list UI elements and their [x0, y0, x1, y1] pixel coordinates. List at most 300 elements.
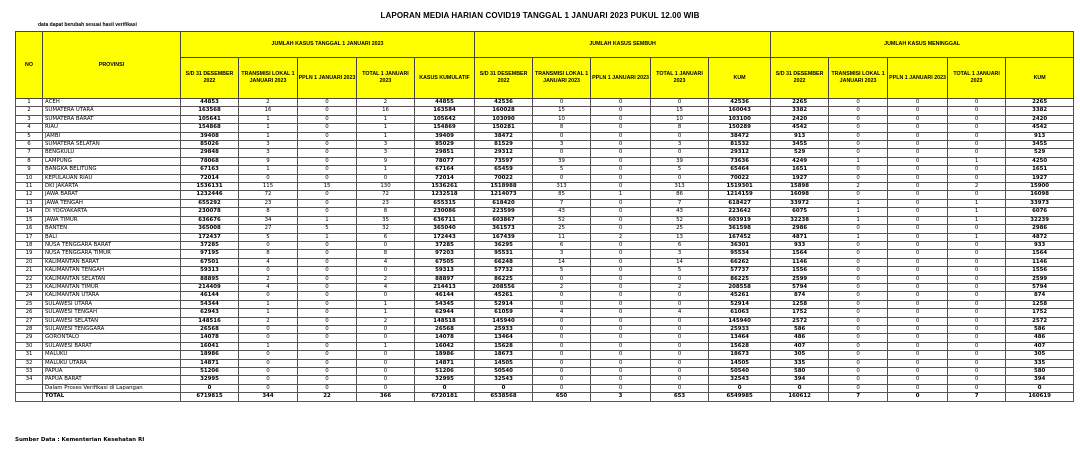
cell-sembuh-total: 0 [651, 376, 709, 384]
table-row [16, 132, 1074, 140]
cell-kasus-ppln: 0 [298, 317, 357, 325]
cell-meninggal-total: 0 [948, 351, 1006, 359]
cell-kasus-sd31: 14871 [181, 359, 239, 367]
cell-sembuh-kum: 70022 [709, 174, 771, 182]
cell-meninggal-ppln: 0 [888, 191, 948, 199]
cell-kasus-transmisi: 115 [239, 183, 298, 191]
cell-sembuh-transmisi: 85 [533, 191, 591, 199]
cell-sembuh-transmisi: 5 [533, 267, 591, 275]
cell-meninggal-total: 1 [948, 208, 1006, 216]
cell-sembuh-ppln: 0 [591, 149, 651, 157]
cell-meninggal-ppln: 0 [888, 124, 948, 132]
cell-meninggal-sd31: 486 [771, 334, 829, 342]
cell-sembuh-kum: 81532 [709, 141, 771, 149]
cell-kasus-sd31: 44853 [181, 99, 239, 107]
cell-kasus-transmisi: 8 [239, 208, 298, 216]
cell-meninggal-kum: 586 [1006, 325, 1074, 333]
cell-meninggal-transmisi: 0 [829, 149, 888, 157]
cell-provinsi: SULAWESI SELATAN [43, 317, 181, 325]
cell-kasus-kumulatif: 154869 [415, 124, 475, 132]
cell-kasus-ppln: 0 [298, 300, 357, 308]
cell-meninggal-sd31: 2572 [771, 317, 829, 325]
cell-meninggal-ppln: 0 [888, 174, 948, 182]
cell-meninggal-ppln: 0 [888, 309, 948, 317]
cell-kasus-transmisi: 344 [239, 393, 298, 401]
cell-kasus-total: 130 [357, 183, 415, 191]
cell-kasus-transmisi: 0 [239, 241, 298, 249]
cell-meninggal-transmisi: 0 [829, 99, 888, 107]
cell-kasus-ppln: 0 [298, 241, 357, 249]
cell-sembuh-transmisi: 0 [533, 292, 591, 300]
cell-sembuh-ppln: 0 [591, 174, 651, 182]
cell-sembuh-sd31: 13464 [475, 334, 533, 342]
cell-sembuh-total: 14 [651, 258, 709, 266]
cell-kasus-transmisi: 3 [239, 141, 298, 149]
cell-kasus-sd31: 29848 [181, 149, 239, 157]
cell-sembuh-kum: 6549985 [709, 393, 771, 401]
cell-kasus-kumulatif: 29851 [415, 149, 475, 157]
cell-no: 17 [16, 233, 43, 241]
table-row [16, 359, 1074, 367]
cell-meninggal-transmisi: 0 [829, 317, 888, 325]
cell-sembuh-kum: 15628 [709, 342, 771, 350]
cell-sembuh-total: 8 [651, 124, 709, 132]
cell-sembuh-sd31: 42536 [475, 99, 533, 107]
cell-meninggal-total: 0 [948, 292, 1006, 300]
cell-kasus-sd31: 163568 [181, 107, 239, 115]
header-group-kasus: JUMLAH KASUS TANGGAL 1 JANUARI 2023 [181, 32, 475, 58]
header-sembuh-col-1: TRANSMISI LOKAL 1 JANUARI 2023 [533, 58, 591, 99]
cell-sembuh-ppln: 0 [591, 325, 651, 333]
cell-sembuh-kum: 61063 [709, 309, 771, 317]
cell-sembuh-kum: 86225 [709, 275, 771, 283]
table-row [16, 149, 1074, 157]
cell-sembuh-ppln: 0 [591, 368, 651, 376]
cell-sembuh-total: 0 [651, 275, 709, 283]
cell-meninggal-transmisi: 1 [829, 216, 888, 224]
report-title: LAPORAN MEDIA HARIAN COVID19 TANGGAL 1 JANUARI 2023 PUKUL 12.00 WIB [380, 11, 700, 20]
cell-sembuh-kum: 66262 [709, 258, 771, 266]
cell-no: 33 [16, 368, 43, 376]
cell-meninggal-ppln: 0 [888, 334, 948, 342]
cell-sembuh-ppln: 0 [591, 241, 651, 249]
cell-meninggal-total: 0 [948, 376, 1006, 384]
cell-sembuh-transmisi: 39 [533, 157, 591, 165]
cell-kasus-kumulatif: 78077 [415, 157, 475, 165]
cell-provinsi: MALUKU [43, 351, 181, 359]
cell-kasus-sd31: 97195 [181, 250, 239, 258]
cell-sembuh-transmisi: 3 [533, 250, 591, 258]
cell-no: 20 [16, 258, 43, 266]
cell-meninggal-kum: 4872 [1006, 233, 1074, 241]
cell-meninggal-kum: 2599 [1006, 275, 1074, 283]
cell-meninggal-total: 0 [948, 342, 1006, 350]
cell-kasus-ppln: 0 [298, 325, 357, 333]
cell-meninggal-sd31: 1556 [771, 267, 829, 275]
cell-kasus-total: 1 [357, 300, 415, 308]
cell-meninggal-sd31: 4249 [771, 157, 829, 165]
cell-kasus-kumulatif: 1536261 [415, 183, 475, 191]
cell-kasus-ppln: 0 [298, 258, 357, 266]
cell-no: 2 [16, 107, 43, 115]
cell-kasus-total: 366 [357, 393, 415, 401]
cell-sembuh-kum: 1214159 [709, 191, 771, 199]
cell-kasus-kumulatif: 365040 [415, 225, 475, 233]
cell-meninggal-total: 0 [948, 174, 1006, 182]
cell-sembuh-kum: 103100 [709, 115, 771, 123]
cell-no: 18 [16, 241, 43, 249]
cell-meninggal-kum: 1564 [1006, 250, 1074, 258]
cell-sembuh-sd31: 61059 [475, 309, 533, 317]
header-kasus-col-2: PPLN 1 JANUARI 2023 [298, 58, 357, 99]
table-row [16, 199, 1074, 207]
cell-sembuh-transmisi: 0 [533, 368, 591, 376]
cell-no: 23 [16, 283, 43, 291]
cell-kasus-total: 0 [357, 292, 415, 300]
header-sembuh-col-2: PPLN 1 JANUARI 2023 [591, 58, 651, 99]
cell-meninggal-total: 0 [948, 225, 1006, 233]
header-no: NO [16, 32, 43, 99]
cell-sembuh-sd31: 1518988 [475, 183, 533, 191]
cell-meninggal-ppln: 0 [888, 225, 948, 233]
cell-kasus-total: 1 [357, 309, 415, 317]
cell-kasus-kumulatif: 26568 [415, 325, 475, 333]
cell-sembuh-kum: 603919 [709, 216, 771, 224]
cell-meninggal-total: 0 [948, 267, 1006, 275]
cell-provinsi: KALIMANTAN TENGAH [43, 267, 181, 275]
cell-sembuh-total: 4 [651, 309, 709, 317]
cell-provinsi: GORONTALO [43, 334, 181, 342]
cell-sembuh-sd31: 52914 [475, 300, 533, 308]
cell-sembuh-transmisi: 0 [533, 351, 591, 359]
cell-kasus-kumulatif: 54345 [415, 300, 475, 308]
table-row [16, 384, 1074, 392]
cell-sembuh-total: 0 [651, 359, 709, 367]
cell-meninggal-transmisi: 0 [829, 258, 888, 266]
cell-provinsi: KALIMANTAN SELATAN [43, 275, 181, 283]
cell-no: 32 [16, 359, 43, 367]
cell-no: 5 [16, 132, 43, 140]
cell-kasus-ppln: 0 [298, 376, 357, 384]
cell-sembuh-total: 0 [651, 342, 709, 350]
cell-meninggal-kum: 933 [1006, 241, 1074, 249]
cell-kasus-ppln: 0 [298, 124, 357, 132]
cell-kasus-kumulatif: 59313 [415, 267, 475, 275]
cell-meninggal-transmisi: 0 [829, 107, 888, 115]
cell-kasus-total: 1 [357, 342, 415, 350]
cell-kasus-total: 6 [357, 233, 415, 241]
cell-sembuh-total: 7 [651, 199, 709, 207]
cell-no: 11 [16, 183, 43, 191]
cell-sembuh-kum: 38472 [709, 132, 771, 140]
cell-sembuh-transmisi: 0 [533, 275, 591, 283]
cell-meninggal-kum: 32239 [1006, 216, 1074, 224]
cell-meninggal-kum: 1556 [1006, 267, 1074, 275]
cell-meninggal-total: 0 [948, 166, 1006, 174]
table-row [16, 99, 1074, 107]
table-row [16, 351, 1074, 359]
cell-kasus-total: 0 [357, 241, 415, 249]
cell-meninggal-ppln: 0 [888, 368, 948, 376]
cell-meninggal-transmisi: 0 [829, 124, 888, 132]
cell-sembuh-ppln: 0 [591, 317, 651, 325]
cell-meninggal-total: 1 [948, 157, 1006, 165]
cell-meninggal-sd31: 1146 [771, 258, 829, 266]
cell-sembuh-total: 0 [651, 334, 709, 342]
cell-meninggal-kum: 486 [1006, 334, 1074, 342]
cell-meninggal-total: 1 [948, 216, 1006, 224]
cell-provinsi: BANTEN [43, 225, 181, 233]
cell-meninggal-transmisi: 1 [829, 208, 888, 216]
cell-kasus-sd31: 37285 [181, 241, 239, 249]
cell-sembuh-ppln: 0 [591, 216, 651, 224]
cell-meninggal-sd31: 580 [771, 368, 829, 376]
cell-kasus-ppln: 0 [298, 191, 357, 199]
cell-meninggal-sd31: 586 [771, 325, 829, 333]
cell-meninggal-transmisi: 1 [829, 199, 888, 207]
cell-sembuh-total: 15 [651, 107, 709, 115]
cell-meninggal-sd31: 407 [771, 342, 829, 350]
cell-kasus-transmisi: 1 [239, 300, 298, 308]
cell-kasus-transmisi: 0 [239, 351, 298, 359]
cell-meninggal-kum: 1752 [1006, 309, 1074, 317]
table-row [16, 275, 1074, 283]
cell-sembuh-ppln: 0 [591, 250, 651, 258]
cell-meninggal-transmisi: 0 [829, 334, 888, 342]
cell-kasus-total: 0 [357, 325, 415, 333]
cell-meninggal-sd31: 2420 [771, 115, 829, 123]
cell-kasus-kumulatif: 51206 [415, 368, 475, 376]
cell-kasus-kumulatif: 163584 [415, 107, 475, 115]
cell-kasus-sd31: 214409 [181, 283, 239, 291]
cell-kasus-total: 4 [357, 283, 415, 291]
header-group-meninggal: JUMLAH KASUS MENINGGAL [771, 32, 1074, 58]
cell-kasus-sd31: 148516 [181, 317, 239, 325]
table-row [16, 250, 1074, 258]
cell-meninggal-kum: 407 [1006, 342, 1074, 350]
cell-meninggal-transmisi: 0 [829, 250, 888, 258]
cell-kasus-total: 3 [357, 141, 415, 149]
cell-meninggal-sd31: 2599 [771, 275, 829, 283]
cell-no: 26 [16, 309, 43, 317]
cell-meninggal-total: 0 [948, 191, 1006, 199]
cell-provinsi: SUMATERA UTARA [43, 107, 181, 115]
cell-meninggal-sd31: 529 [771, 149, 829, 157]
table-row [16, 283, 1074, 291]
cell-kasus-sd31: 78068 [181, 157, 239, 165]
table-row [16, 233, 1074, 241]
cell-sembuh-sd31: 57732 [475, 267, 533, 275]
cell-kasus-transmisi: 4 [239, 283, 298, 291]
header-meninggal-col-2: PPLN 1 JANUARI 2023 [888, 58, 948, 99]
cell-sembuh-ppln: 0 [591, 258, 651, 266]
cell-kasus-transmisi: 34 [239, 216, 298, 224]
cell-kasus-total: 0 [357, 376, 415, 384]
cell-kasus-sd31: 59313 [181, 267, 239, 275]
cell-meninggal-transmisi: 0 [829, 300, 888, 308]
cell-sembuh-ppln: 3 [591, 393, 651, 401]
cell-kasus-ppln: 0 [298, 368, 357, 376]
cell-kasus-total: 32 [357, 225, 415, 233]
cell-sembuh-kum: 1519301 [709, 183, 771, 191]
cell-kasus-kumulatif: 0 [415, 384, 475, 392]
cell-kasus-total: 8 [357, 208, 415, 216]
cell-meninggal-ppln: 0 [888, 292, 948, 300]
cell-kasus-kumulatif: 88897 [415, 275, 475, 283]
cell-meninggal-ppln: 0 [888, 351, 948, 359]
cell-provinsi: ACEH [43, 99, 181, 107]
header-kasus-col-0: S/D 31 DESEMBER 2022 [181, 58, 239, 99]
cell-meninggal-kum: 15900 [1006, 183, 1074, 191]
cell-sembuh-total: 0 [651, 300, 709, 308]
cell-sembuh-ppln: 0 [591, 292, 651, 300]
cell-meninggal-transmisi: 1 [829, 233, 888, 241]
table-row [16, 216, 1074, 224]
cell-sembuh-kum: 14505 [709, 359, 771, 367]
cell-sembuh-kum: 361598 [709, 225, 771, 233]
cell-meninggal-kum: 3455 [1006, 141, 1074, 149]
cell-sembuh-kum: 223642 [709, 208, 771, 216]
cell-no: 4 [16, 124, 43, 132]
cell-sembuh-sd31: 150281 [475, 124, 533, 132]
cell-kasus-sd31: 105641 [181, 115, 239, 123]
cell-meninggal-transmisi: 0 [829, 132, 888, 140]
table-row [16, 368, 1074, 376]
cell-sembuh-transmisi: 0 [533, 342, 591, 350]
cell-meninggal-sd31: 2986 [771, 225, 829, 233]
cell-meninggal-total: 7 [948, 393, 1006, 401]
table-row [16, 317, 1074, 325]
cell-no: 15 [16, 216, 43, 224]
cell-meninggal-total: 0 [948, 368, 1006, 376]
cell-sembuh-kum: 208558 [709, 283, 771, 291]
cell-sembuh-ppln: 0 [591, 342, 651, 350]
cell-meninggal-total: 0 [948, 384, 1006, 392]
cell-sembuh-total: 0 [651, 368, 709, 376]
cell-meninggal-transmisi: 2 [829, 183, 888, 191]
cell-sembuh-sd31: 618420 [475, 199, 533, 207]
cell-kasus-kumulatif: 62944 [415, 309, 475, 317]
cell-sembuh-sd31: 167439 [475, 233, 533, 241]
cell-meninggal-sd31: 4542 [771, 124, 829, 132]
cell-meninggal-ppln: 0 [888, 107, 948, 115]
cell-meninggal-total: 0 [948, 124, 1006, 132]
cell-sembuh-transmisi: 650 [533, 393, 591, 401]
cell-meninggal-total: 0 [948, 275, 1006, 283]
cell-provinsi: SUMATERA SELATAN [43, 141, 181, 149]
cell-sembuh-kum: 32543 [709, 376, 771, 384]
cell-meninggal-transmisi: 0 [829, 275, 888, 283]
cell-meninggal-kum: 1258 [1006, 300, 1074, 308]
cell-sembuh-transmisi: 52 [533, 216, 591, 224]
cell-kasus-transmisi: 0 [239, 267, 298, 275]
table-row [16, 141, 1074, 149]
cell-kasus-total: 16 [357, 107, 415, 115]
cell-meninggal-total: 1 [948, 199, 1006, 207]
cell-meninggal-sd31: 933 [771, 241, 829, 249]
cell-sembuh-total: 653 [651, 393, 709, 401]
cell-kasus-transmisi: 0 [239, 325, 298, 333]
cell-provinsi: KALIMANTAN BARAT [43, 258, 181, 266]
cell-kasus-sd31: 51206 [181, 368, 239, 376]
cell-meninggal-kum: 2420 [1006, 115, 1074, 123]
cell-sembuh-ppln: 0 [591, 283, 651, 291]
cell-sembuh-kum: 25933 [709, 325, 771, 333]
cell-meninggal-total: 0 [948, 107, 1006, 115]
cell-kasus-transmisi: 1 [239, 115, 298, 123]
header-sembuh-col-3: TOTAL 1 JANUARI 2023 [651, 58, 709, 99]
cell-kasus-total: 23 [357, 199, 415, 207]
cell-sembuh-ppln: 0 [591, 183, 651, 191]
header-kasus-col-3: TOTAL 1 JANUARI 2023 [357, 58, 415, 99]
cell-meninggal-kum: 4250 [1006, 157, 1074, 165]
cell-sembuh-transmisi: 0 [533, 334, 591, 342]
cell-sembuh-total: 0 [651, 325, 709, 333]
cell-meninggal-ppln: 0 [888, 183, 948, 191]
cell-provinsi: SUMATERA BARAT [43, 115, 181, 123]
cell-kasus-kumulatif: 14078 [415, 334, 475, 342]
cell-provinsi: PAPUA [43, 368, 181, 376]
cell-kasus-ppln: 0 [298, 351, 357, 359]
cell-provinsi: DI YOGYAKARTA [43, 208, 181, 216]
cell-provinsi: RIAU [43, 124, 181, 132]
cell-meninggal-total: 0 [948, 300, 1006, 308]
cell-sembuh-kum: 167452 [709, 233, 771, 241]
cell-meninggal-transmisi: 0 [829, 191, 888, 199]
cell-kasus-ppln: 0 [298, 309, 357, 317]
cell-meninggal-ppln: 0 [888, 132, 948, 140]
cell-kasus-transmisi: 0 [239, 359, 298, 367]
cell-meninggal-kum: 913 [1006, 132, 1074, 140]
cell-sembuh-total: 313 [651, 183, 709, 191]
cell-sembuh-ppln: 0 [591, 141, 651, 149]
cell-no: 16 [16, 225, 43, 233]
cell-sembuh-sd31: 38472 [475, 132, 533, 140]
table-row [16, 334, 1074, 342]
cell-meninggal-sd31: 32238 [771, 216, 829, 224]
cell-no: 13 [16, 199, 43, 207]
cell-meninggal-transmisi: 0 [829, 359, 888, 367]
cell-sembuh-ppln: 0 [591, 157, 651, 165]
cell-meninggal-kum: 1927 [1006, 174, 1074, 182]
table-row [16, 107, 1074, 115]
cell-kasus-transmisi: 5 [239, 233, 298, 241]
cell-kasus-ppln: 0 [298, 275, 357, 283]
cell-kasus-kumulatif: 18986 [415, 351, 475, 359]
cell-kasus-sd31: 26568 [181, 325, 239, 333]
cell-meninggal-sd31: 160612 [771, 393, 829, 401]
cell-meninggal-ppln: 0 [888, 384, 948, 392]
table-row [16, 258, 1074, 266]
cell-sembuh-total: 2 [651, 283, 709, 291]
cell-sembuh-ppln: 0 [591, 166, 651, 174]
cell-meninggal-ppln: 0 [888, 99, 948, 107]
cell-kasus-sd31: 46144 [181, 292, 239, 300]
cell-meninggal-kum: 394 [1006, 376, 1074, 384]
cell-sembuh-kum: 145940 [709, 317, 771, 325]
table-row [16, 115, 1074, 123]
cell-kasus-ppln: 0 [298, 359, 357, 367]
cell-kasus-ppln: 0 [298, 342, 357, 350]
cell-kasus-kumulatif: 97203 [415, 250, 475, 258]
cell-kasus-kumulatif: 85029 [415, 141, 475, 149]
cell-kasus-kumulatif: 39409 [415, 132, 475, 140]
cell-kasus-ppln: 0 [298, 166, 357, 174]
cell-sembuh-sd31: 45261 [475, 292, 533, 300]
cell-kasus-total: 35 [357, 216, 415, 224]
cell-meninggal-total: 0 [948, 132, 1006, 140]
cell-no: 9 [16, 166, 43, 174]
